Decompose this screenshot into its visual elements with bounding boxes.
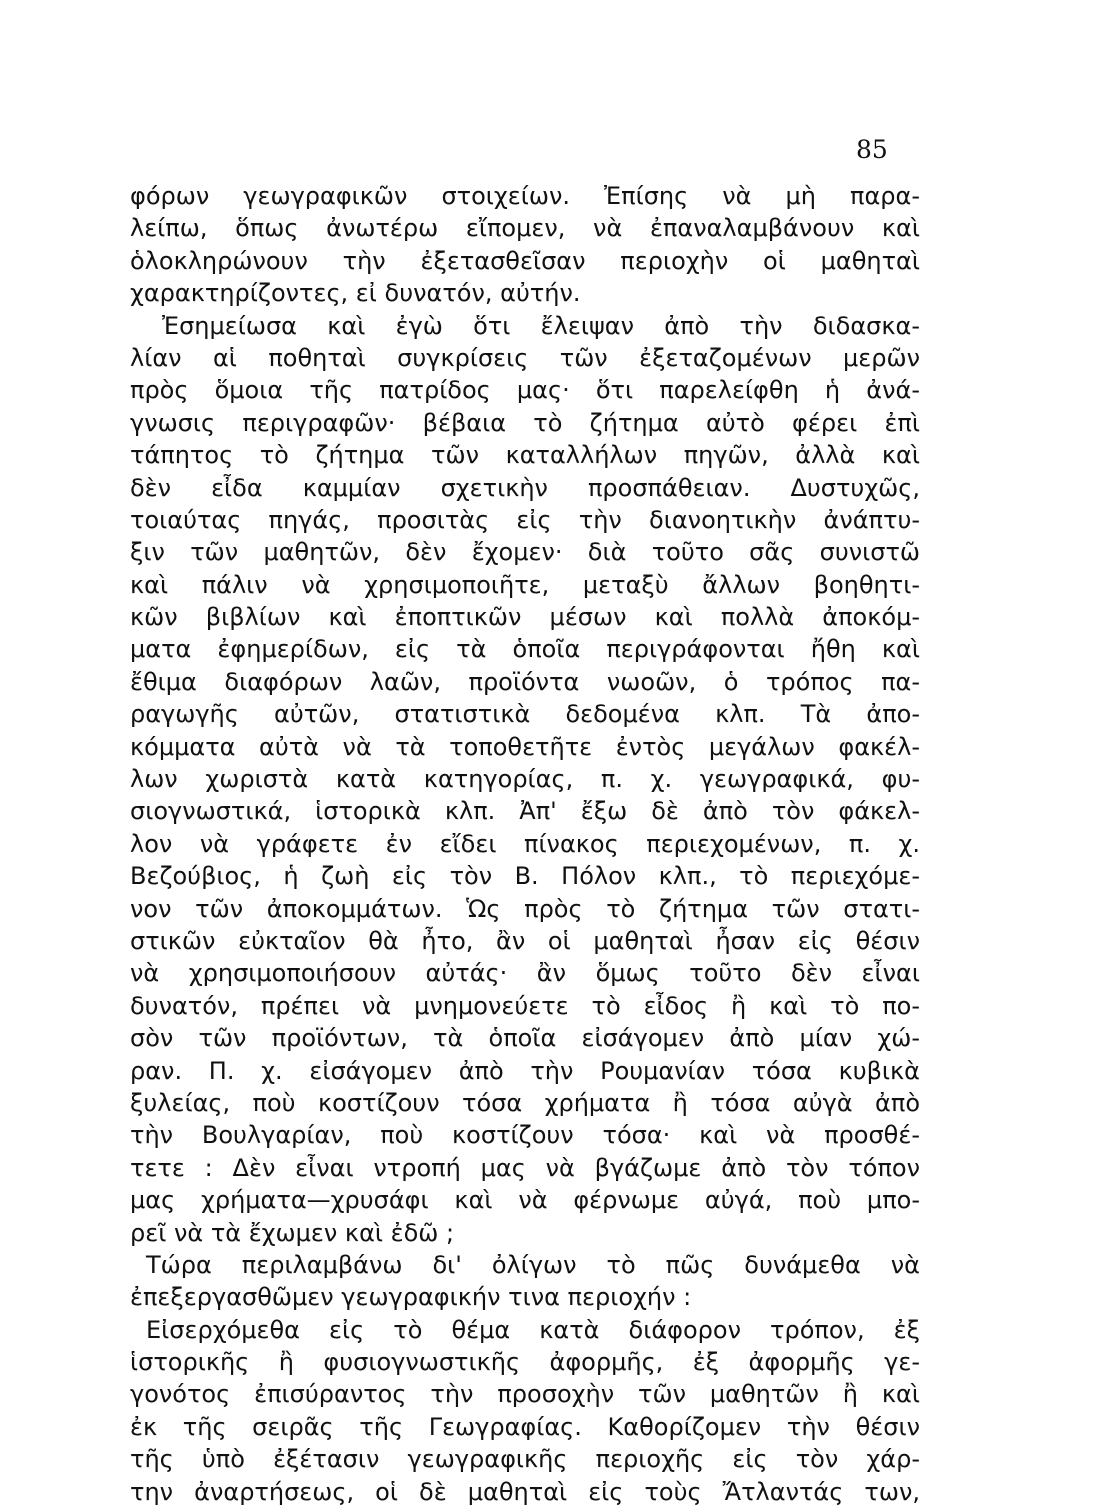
body-text	[130, 180, 920, 1508]
text-line: ἱστορικῆς ἢ φυσιογνωστικῆς ἀφορμῆς, ἐξ ἀφορμῆς γε-	[130, 1348, 920, 1377]
text-line: ραγωγῆς αὐτῶν, στατιστικὰ δεδομένα κλπ. Τὰ ἀπο-	[130, 700, 920, 729]
text-line: στικῶν εὐκταῖον θὰ ἦτο, ἂν οἱ μαθηταὶ ἦσαν εἰς θέσιν	[130, 926, 920, 955]
text-line: γνωσις περιγραφῶν· βέβαια τὸ ζήτημα αὐτὸ φέρει ἐπὶ	[130, 408, 920, 437]
text-line: ξιν τῶν μαθητῶν, δὲν ἔχομεν· διὰ τοῦτο σᾶς συνιστῶ	[130, 538, 920, 567]
text-line: δὲν εἶδα καμμίαν σχετικὴν προσπάθειαν. Δυστυχῶς,	[130, 473, 920, 502]
paragraph-start-line: Εἰσερχόμεθα εἰς τὸ θέμα κατὰ διάφορον τρόπον, ἐξ	[146, 1315, 920, 1344]
text-line: τάπητος τὸ ζήτημα τῶν καταλλήλων πηγῶν, ἀλλὰ καὶ	[130, 441, 920, 470]
text-line: ραν. Π. χ. εἰσάγομεν ἀπὸ τὴν Ρουμανίαν τόσα κυβικὰ	[130, 1056, 920, 1085]
text-line: δυνατόν, πρέπει νὰ μνημονεύετε τὸ εἶδος ἢ καὶ τὸ πο-	[130, 991, 920, 1020]
text-line: νον τῶν ἀποκομμάτων. Ὡς πρὸς τὸ ζήτημα τῶν στατι-	[130, 894, 920, 923]
paragraph-start-line: Ἐσημείωσα καὶ ἐγὼ ὅτι ἔλειψαν ἀπὸ τὴν διδασκα-	[162, 311, 920, 340]
text-line: ρεῖ νὰ τὰ ἔχωμεν καὶ ἐδῶ ;	[130, 1218, 455, 1247]
paragraph-start-line: Τώρα περιλαμβάνω δι' ὀλίγων τὸ πῶς δυνάμεθα νὰ	[146, 1250, 920, 1279]
text-line: χαρακτηρίζοντες, εἰ δυνατόν, αὐτήν.	[130, 279, 581, 308]
text-line: ἐπεξεργασθῶμεν γεωγραφικήν τινα περιοχήν :	[130, 1283, 692, 1312]
text-line: ματα ἐφημερίδων, εἰς τὰ ὁποῖα περιγράφονται ἤθη καὶ	[130, 635, 920, 664]
text-line: κόμματα αὐτὰ νὰ τὰ τοποθετῆτε ἐντὸς μεγάλων φακέλ-	[130, 732, 920, 761]
text-line: πρὸς ὅμοια τῆς πατρίδος μας· ὅτι παρελείφθη ἡ ἀνά-	[130, 376, 920, 405]
text-line: σὸν τῶν προϊόντων, τὰ ὁποῖα εἰσάγομεν ἀπὸ μίαν χώ-	[130, 1024, 920, 1053]
text-line: ἔθιμα διαφόρων λαῶν, προϊόντα νωοῶν, ὁ τρόπος πα-	[130, 667, 920, 696]
text-line: γονότος ἐπισύραντος τὴν προσοχὴν τῶν μαθητῶν ἢ καὶ	[130, 1380, 920, 1409]
text-line: κῶν βιβλίων καὶ ἐποπτικῶν μέσων καὶ πολλὰ ἀποκόμ-	[130, 603, 920, 632]
text-line: τοιαύτας πηγάς, προσιτὰς εἰς τὴν διανοητικὴν ἀνάπτυ-	[130, 505, 920, 534]
text-line: φόρων γεωγραφικῶν στοιχείων. Ἐπίσης νὰ μὴ παρα-	[130, 182, 920, 210]
text-line: τετε : Δὲν εἶναι ντροπή μας νὰ βγάζωμε ἀπὸ τὸν τόπον	[130, 1153, 920, 1182]
text-line: λείπω, ὅπως ἀνωτέρω εἴπομεν, νὰ ἐπαναλαμβάνουν καὶ	[130, 214, 920, 243]
text-line: ὁλοκληρώνουν τὴν ἐξετασθεῖσαν περιοχὴν οἱ μαθηταὶ	[130, 246, 920, 275]
text-line: λίαν αἱ ποθηταὶ συγκρίσεις τῶν ἐξεταζομένων μερῶν	[130, 343, 920, 372]
text-line: νὰ χρησιμοποιήσουν αὐτάς· ἂν ὅμως τοῦτο δὲν εἶναι	[130, 959, 920, 988]
text-line: λον νὰ γράφετε ἐν εἴδει πίνακος περιεχομένων, π. χ.	[130, 829, 920, 858]
text-line: Βεζούβιος, ἡ ζωὴ εἰς τὸν Β. Πόλον κλπ., τὸ περιεχόμε-	[130, 862, 920, 891]
text-line: ἐκ τῆς σειρᾶς τῆς Γεωγραφίας. Καθορίζομεν τὴν θέσιν	[130, 1412, 920, 1441]
text-line: καὶ πάλιν νὰ χρησιμοποιῆτε, μεταξὺ ἄλλων βοηθητι-	[130, 570, 920, 599]
text-line: μας χρήματα—χρυσάφι καὶ νὰ φέρνωμε αὐγά, ποὺ μπο-	[130, 1186, 920, 1215]
text-line: τὴν Βουλγαρίαν, ποὺ κοστίζουν τόσα· καὶ νὰ προσθέ-	[130, 1121, 920, 1150]
text-line: σιογνωστικά, ἱστορικὰ κλπ. Ἀπ' ἔξω δὲ ἀπὸ τὸν φάκελ-	[130, 797, 920, 826]
text-line: λων χωριστὰ κατὰ κατηγορίας, π. χ. γεωγραφικά, φυ-	[130, 765, 920, 794]
text-line: ξυλείας, ποὺ κοστίζουν τόσα χρήματα ἢ τόσα αὐγὰ ἀπὸ	[130, 1088, 920, 1117]
page-number: 85	[856, 135, 888, 164]
text-line: τῆς ὑπὸ ἐξέτασιν γεωγραφικῆς περιοχῆς εἰς τὸν χάρ-	[130, 1445, 920, 1474]
text-line: την ἀναρτήσεως, οἱ δὲ μαθηταὶ εἰς τοὺς Ἄτλαντάς των,	[130, 1477, 920, 1506]
